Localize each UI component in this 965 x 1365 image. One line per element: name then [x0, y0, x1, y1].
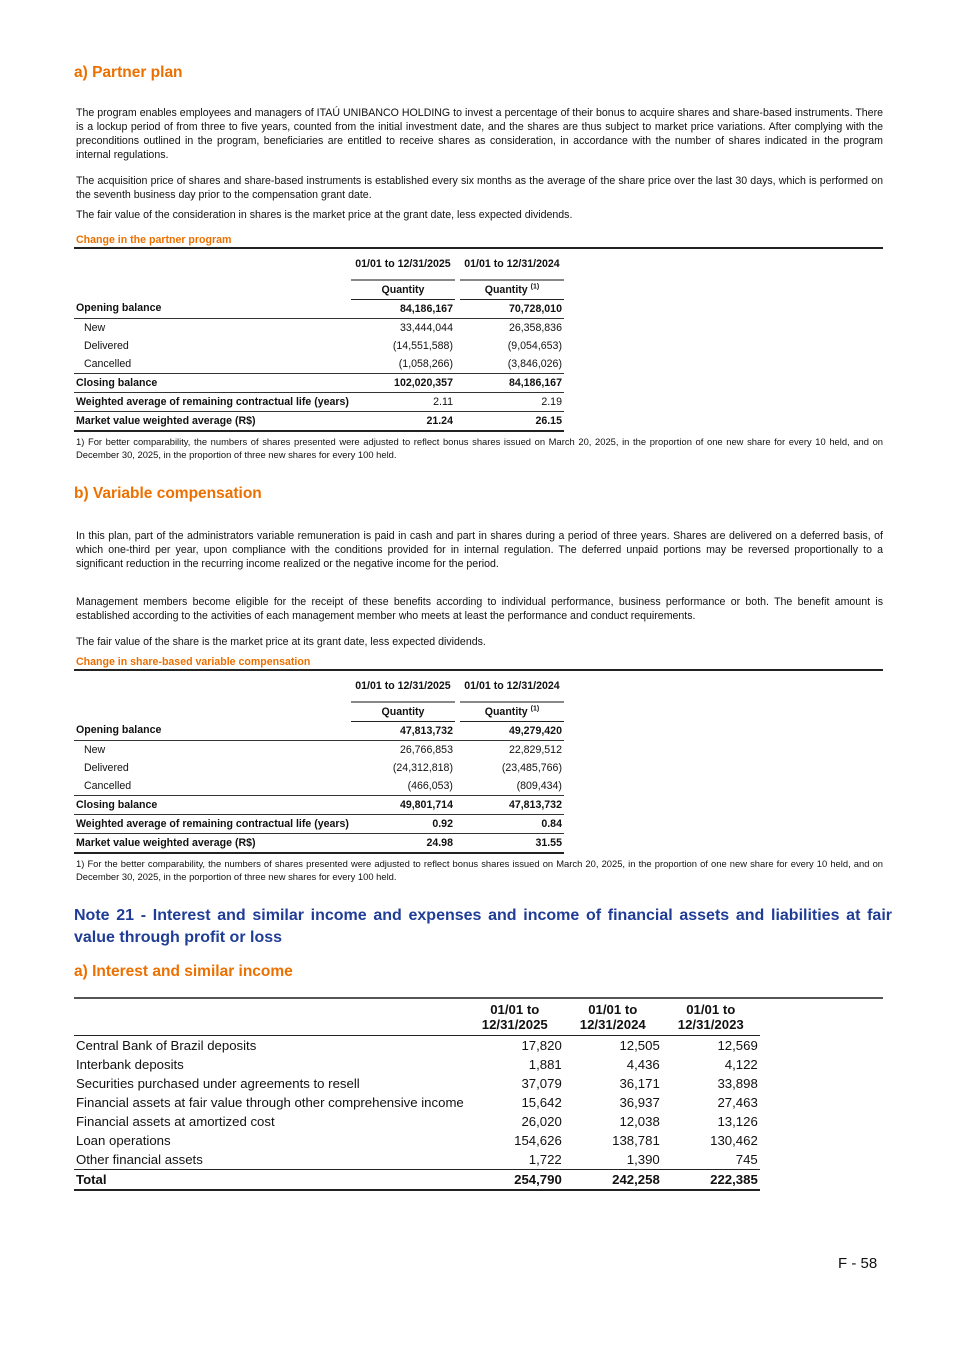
- row-label: New: [84, 743, 106, 756]
- cell-value: 2.11: [351, 393, 455, 412]
- blank-cell: [74, 249, 351, 280]
- table-row: [74, 722, 564, 741]
- row-label: Loan operations: [76, 1133, 171, 1148]
- cell-value: (809,434): [460, 777, 564, 796]
- cell-value: 49,801,714: [351, 796, 455, 815]
- blank-cell: [74, 671, 351, 702]
- table-row: [74, 1131, 760, 1150]
- table-row: [74, 374, 564, 393]
- cell-value: 138,781: [612, 1133, 660, 1148]
- cell-value: 26.15: [460, 412, 564, 432]
- row-label: Total: [74, 1170, 466, 1191]
- table-row: [74, 355, 564, 374]
- column-header: 01/01 to 12/31/2024: [464, 257, 560, 270]
- paragraph: The acquisition price of shares and share-based instruments is established every six months as the average of the share price over the last 30 days, which is performed on the seventh business day prior to the compensation grant date.: [76, 175, 883, 201]
- table-label: Change in share-based variable compensation: [76, 656, 311, 668]
- column-header: 01/01 to 12/31/2024: [564, 999, 662, 1036]
- column-header: 01/01 to 12/31/2023: [662, 999, 760, 1036]
- footnote: 1) For better comparability, the numbers of shares presented were adjusted to reflect bonus shares issued on March 20, 2025, in the proportion of one new share for every 10 held, and on December 30, 2025, in the proportion of three new shares for every 100 held.: [76, 436, 883, 460]
- cell-value: 84,186,167: [351, 300, 455, 319]
- footnote-marker: (1): [530, 704, 540, 712]
- paragraph: The program enables employees and managers of ITAÚ UNIBANCO HOLDING to invest a percentage of their bonus to acquire shares and share-based instruments. There is a lockup period of from three to five years, counted from the initial investment date, and the shares are thus subject to market price variations. After complying with the preconditions outlined in the program, beneficiaries are entitled to receive shares as consideration, in accordance with the number of shares indicated in the program internal regulations.: [76, 107, 883, 161]
- table-row: [74, 796, 564, 815]
- variable-compensation-table: [74, 669, 883, 854]
- note-title: Note 21 - Interest and similar income and expenses and income of financial assets and liabilities at fair value through profit or loss: [74, 907, 892, 946]
- cell-value: 47,813,732: [460, 796, 564, 815]
- cell-value: 12,569: [717, 1038, 758, 1053]
- cell-value: (14,551,588): [392, 339, 453, 352]
- cell-value: 4,436: [626, 1057, 660, 1072]
- cell-value: 49,279,420: [460, 722, 564, 741]
- table-row: [74, 759, 564, 777]
- row-label: Central Bank of Brazil deposits: [76, 1038, 257, 1053]
- unit-row: [74, 702, 564, 722]
- row-label: Market value weighted average (R$): [74, 412, 351, 432]
- cell-value: 12,505: [619, 1038, 660, 1053]
- cell-value: (23,485,766): [501, 761, 562, 774]
- paragraph: Management members become eligible for the receipt of these benefits according to individual performance, business performance or both. The benefit amount is established according to the activities of each management member who meets at least the performance and conduct requirements.: [76, 596, 883, 622]
- cell-value: 22,829,512: [508, 743, 562, 756]
- cell-value: (466,053): [351, 777, 455, 796]
- cell-value: 47,813,732: [351, 722, 455, 741]
- table-row: [74, 815, 564, 834]
- row-label: Financial assets at fair value through other comprehensive income: [76, 1095, 464, 1110]
- row-label: Opening balance: [74, 722, 351, 741]
- paragraph: In this plan, part of the administrators variable remuneration is paid in cash and part in shares during a period of three years. Shares are delivered on a deferred basis, of which one-third per year, upon compliance with the conditions provided for in internal regulation. The deferred unpaid portions may be reversed proportionally to a significant reduction in the recurring income realized or the negative income for the period.: [76, 530, 883, 570]
- cell-value: 84,186,167: [460, 374, 564, 393]
- cell-value: 21.24: [351, 412, 455, 432]
- paragraph: The fair value of the consideration in shares is the market price at the grant date, less expected dividends.: [76, 209, 573, 221]
- cell-value: 0.84: [460, 815, 564, 834]
- cell-value: 4,122: [724, 1057, 758, 1072]
- cell-value: 24.98: [351, 834, 455, 854]
- cell-value: 27,463: [717, 1095, 758, 1110]
- row-label: Financial assets at amortized cost: [76, 1114, 275, 1129]
- cell-value: 31.55: [460, 834, 564, 854]
- table-row: [74, 337, 564, 355]
- cell-value: 0.92: [351, 815, 455, 834]
- section-heading-variable-compensation: b) Variable compensation: [74, 485, 262, 502]
- unit-header: [460, 280, 564, 300]
- table-row: [74, 1036, 760, 1056]
- row-label: New: [84, 321, 106, 334]
- partner-program-table: [74, 247, 883, 432]
- header-row: [74, 671, 564, 702]
- cell-value: 26,020: [521, 1114, 562, 1129]
- cell-value: (1,058,266): [351, 355, 455, 374]
- table-row: [74, 1150, 760, 1170]
- cell-value: 1,881: [528, 1057, 562, 1072]
- cell-value: 15,642: [521, 1095, 562, 1110]
- page-content: [74, 64, 892, 1191]
- interest-income-table: [74, 997, 883, 1191]
- unit-header: [351, 702, 455, 722]
- unit-header: [351, 280, 455, 300]
- cell-value: 242,258: [564, 1170, 662, 1191]
- table-row: [74, 1112, 760, 1131]
- row-label: Closing balance: [74, 796, 351, 815]
- cell-value: 222,385: [662, 1170, 760, 1191]
- cell-value: (9,054,653): [507, 339, 562, 352]
- table-label: Change in the partner program: [76, 234, 232, 246]
- unit-header: [460, 702, 564, 722]
- cell-value: 12,038: [619, 1114, 660, 1129]
- column-header: 01/01 to 12/31/2024: [464, 679, 560, 692]
- row-label: Securities purchased under agreements to resell: [76, 1076, 360, 1091]
- column-header: 01/01 to 12/31/2025: [355, 257, 451, 270]
- footnote: 1) For the better comparability, the numbers of shares presented were adjusted to reflect bonus shares issued on March 20, 2025, in the proportion of one new share for every 10 held, and on December 30, 2025, in the porportion of three new shares for every 100 held.: [76, 858, 883, 882]
- row-label: Closing balance: [74, 374, 351, 393]
- cell-value: 1,722: [528, 1152, 562, 1167]
- cell-value: 254,790: [466, 1170, 564, 1191]
- cell-value: 37,079: [521, 1076, 562, 1091]
- cell-value: 17,820: [521, 1038, 562, 1053]
- table-row: [74, 319, 564, 338]
- header-row: [74, 249, 564, 280]
- unit-label: Quantity: [484, 283, 528, 296]
- unit-row: [74, 280, 564, 300]
- total-row: [74, 1170, 760, 1191]
- table-row: [74, 1055, 760, 1074]
- cell-value: 26,766,853: [399, 743, 453, 756]
- blank-cell: [74, 702, 351, 722]
- cell-value: 1,390: [626, 1152, 660, 1167]
- column-header: 01/01 to 12/31/2025: [355, 679, 451, 692]
- column-header: 01/01 to 12/31/2025: [466, 999, 564, 1036]
- table-row: [74, 393, 564, 412]
- table-row: [74, 741, 564, 760]
- table-row: [74, 1093, 760, 1112]
- row-label: Weighted average of remaining contractual life (years): [74, 815, 351, 834]
- paragraph: The fair value of the share is the market price at its grant date, less expected dividends.: [76, 636, 486, 648]
- table-row: [74, 1074, 760, 1093]
- cell-value: (3,846,026): [460, 355, 564, 374]
- row-label: Delivered: [84, 761, 129, 774]
- cell-value: 2.19: [460, 393, 564, 412]
- section-heading-interest-income: a) Interest and similar income: [74, 963, 293, 980]
- page-number: F - 58: [838, 1255, 878, 1272]
- row-label: Delivered: [84, 339, 129, 352]
- cell-value: 36,937: [619, 1095, 660, 1110]
- cell-value: 70,728,010: [460, 300, 564, 319]
- table-row: [74, 834, 564, 854]
- cell-value: 130,462: [710, 1133, 758, 1148]
- cell-value: 33,898: [717, 1076, 758, 1091]
- table-row: [74, 412, 564, 432]
- cell-value: 13,126: [717, 1114, 758, 1129]
- cell-value: 26,358,836: [508, 321, 562, 334]
- row-label: Market value weighted average (R$): [74, 834, 351, 854]
- unit-label: Quantity: [484, 705, 528, 718]
- blank-cell: [74, 999, 466, 1036]
- row-label: Opening balance: [74, 300, 351, 319]
- row-label: Interbank deposits: [76, 1057, 184, 1072]
- row-label: Cancelled: [74, 355, 351, 374]
- cell-value: (24,312,818): [392, 761, 453, 774]
- blank-cell: [74, 280, 351, 300]
- footnote-marker: (1): [530, 282, 540, 290]
- row-label: Weighted average of remaining contractual life (years): [74, 393, 351, 412]
- cell-value: 745: [735, 1152, 758, 1167]
- cell-value: 102,020,357: [351, 374, 455, 393]
- section-heading-partner-plan: a) Partner plan: [74, 64, 183, 81]
- row-label: Cancelled: [74, 777, 351, 796]
- unit-label: Quantity: [381, 705, 425, 718]
- table-row: [74, 300, 564, 319]
- unit-label: Quantity: [381, 283, 425, 296]
- cell-value: 36,171: [619, 1076, 660, 1091]
- cell-value: 33,444,044: [399, 321, 453, 334]
- header-row: [74, 999, 760, 1036]
- cell-value: 154,626: [514, 1133, 562, 1148]
- row-label: Other financial assets: [76, 1152, 203, 1167]
- table-row: [74, 777, 564, 796]
